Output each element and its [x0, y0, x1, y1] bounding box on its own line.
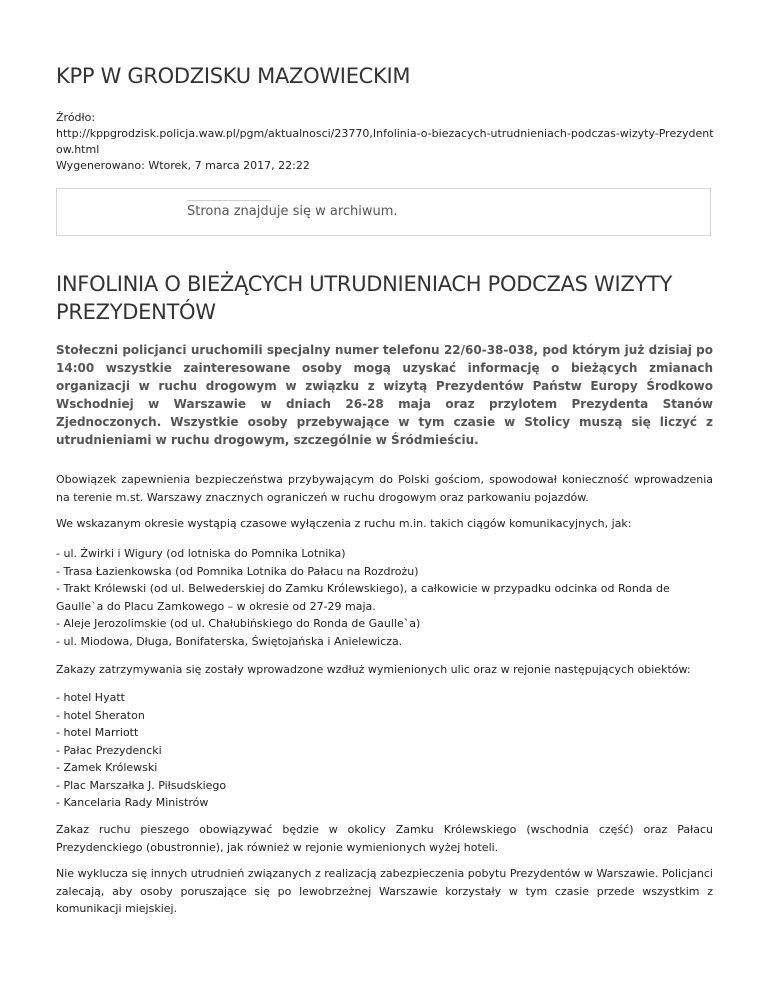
objects-list: [56, 689, 713, 812]
site-title: KPP W GRODZISKU MAZOWIECKIM: [56, 64, 411, 88]
list-item: - Trakt Królewski (od ul. Belwederskiej do Zamku Królewskiego), a całkowicie w przypadku odcinka od Ronda de Gaulle`a do Placu Zamkowego – w okresie od 27-29 maja.: [56, 582, 670, 613]
archive-divider: [187, 200, 271, 201]
list-item: - hotel Hyatt: [56, 691, 125, 704]
paragraph-public-transport: Nie wyklucza się innych utrudnień związanych z realizacją zabezpieczenia pobytu Prezydentów w Warszawie. Policjanci zalecają, aby osoby poruszające się po lewobrzeżnej Warszawie korzystały w tym czasie przede wszystkim z komunikacji miejskiej.: [56, 867, 713, 915]
paragraph-parking-intro: Zakazy zatrzymywania się zostały wprowadzone wzdłuż wymienionych ulic oraz w rejonie następujących obiektów:: [56, 663, 691, 676]
list-item: - Aleje Jerozolimskie (od ul. Chałubińskiego do Ronda de Gaulle`a): [56, 617, 421, 630]
list-item: - Zamek Królewski: [56, 761, 158, 774]
document-meta: [56, 110, 716, 174]
list-item: - Trasa Łazienkowska (od Pomnika Lotnika do Pałacu na Rozdrożu): [56, 564, 419, 578]
list-item: - hotel Marriott: [56, 726, 139, 739]
archive-notice: [56, 188, 711, 236]
paragraph-pedestrian-ban: Zakaz ruchu pieszego obowiązywać będzie w okolicy Zamku Królewskiego (wschodnia część) oraz Pałacu Prezydenckiego (obustronnie), jak również w rejonie wymienionych wyżej hoteli.: [56, 823, 713, 854]
source-url: http://kppgrodzisk.policja.waw.pl/pgm/aktualnosci/23770,Infolinia-o-biezacych-utrudnieniach-podczas-wizyty-Prezydentow.html: [56, 127, 714, 156]
list-item: - Kancelaria Rady Ministrów: [56, 796, 209, 809]
list-item: - ul. Żwirki i Wigury (od lotniska do Pomnika Lotnika): [56, 547, 346, 560]
list-item: - Plac Marszałka J. Piłsudskiego: [56, 778, 227, 792]
archive-message: Strona znajduje się w archiwum.: [187, 204, 398, 219]
article-lead: Stołeczni policjanci uruchomili specjalny numer telefonu 22/60-38-038, pod którym już dzisiaj po 14:00 wszystkie zainteresowane osoby mogą uzyskać informację o bieżących zmianach organizacji w ruchu drogowym w związku z wizytą Prezydentów Państw Europy Środkowo Wschodniej w Warszawie w dniach 26-28 maja oraz przylotem Prezydenta Stanów Zjednoczonych. Wszystkie osoby przebywające w tym czasie w Stolicy muszą się liczyć z utrudnieniami w ruchu drogowym, szczególnie w Śródmieściu.: [56, 343, 713, 447]
list-item: - ul. Miodowa, Długa, Bonifaterska, Świętojańska i Anielewicza.: [56, 634, 403, 648]
street-list: [56, 545, 713, 650]
paragraph-security: Obowiązek zapewnienia bezpieczeństwa przybywającym do Polski gościom, spowodował konieczność wprowadzenia na terenie m.st. Warszawy znacznych ograniczeń w ruchu drogowym oraz parkowaniu pojazdów.: [56, 473, 713, 504]
source-label: Źródło:: [56, 111, 96, 124]
paragraph-closures-intro: We wskazanym okresie wystąpią czasowe wyłączenia z ruchu m.in. takich ciągów komunikacyjnych, jak:: [56, 517, 632, 530]
list-item: - Pałac Prezydencki: [56, 743, 162, 757]
list-item: - hotel Sheraton: [56, 708, 145, 722]
generated-date: Wygenerowano: Wtorek, 7 marca 2017, 22:22: [56, 159, 310, 172]
article-title: INFOLINIA O BIEŻĄCYCH UTRUDNIENIACH PODCZAS WIZYTY PREZYDENTÓW: [56, 272, 673, 324]
